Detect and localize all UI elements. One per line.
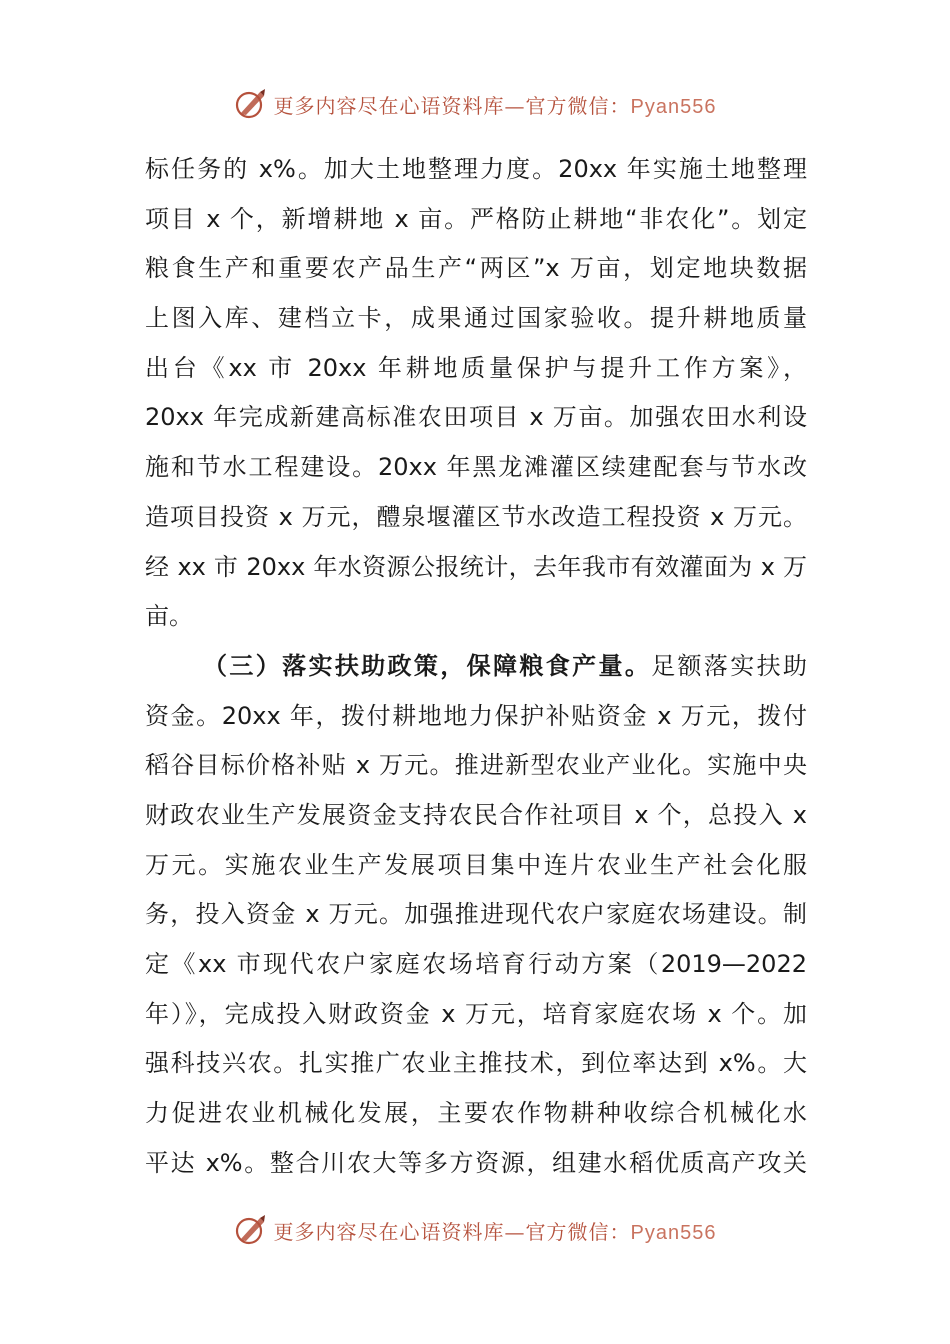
body-line: 财政农业生产发展资金支持农民合作社项目 x 个，总投入 x	[145, 800, 807, 829]
header-wechat-id: Pyan556	[630, 95, 717, 118]
body-line: 资金。20xx 年，拨付耕地地力保护补贴资金 x 万元，拨付	[145, 701, 807, 730]
body-line: 平达 x%。整合川农大等多方资源，组建水稻优质高产攻关	[145, 1148, 807, 1177]
footer-banner-text: 更多内容尽在心语资料库—官方微信：Pyan556	[273, 1219, 717, 1244]
body-line: 强科技兴农。扎实推广农业主推技术，到位率达到 x%。大	[145, 1049, 807, 1078]
section-3-first-rest: 足额落实扶助	[651, 651, 808, 680]
section-3-heading: （三）落实扶助政策，保障粮食产量。	[203, 651, 652, 680]
body-line: 万元。实施农业生产发展项目集中连片农业生产社会化服	[145, 850, 807, 879]
header-watermark-banner	[0, 84, 950, 124]
document-body	[145, 145, 807, 1188]
body-line: 出台《xx 市 20xx 年耕地质量保护与提升工作方案》，	[145, 353, 807, 382]
body-line: 施和节水工程建设。20xx 年黑龙滩灌区续建配套与节水改	[145, 453, 807, 482]
body-line: 粮食生产和重要农产品生产“两区”x 万亩，划定地块数据	[145, 254, 807, 283]
body-line: 亩。	[145, 602, 193, 631]
body-line: 定《xx 市现代农户家庭农场培育行动方案（2019—2022	[145, 950, 807, 978]
quill-pen-logo-icon	[234, 87, 268, 121]
header-banner-text: 更多内容尽在心语资料库—官方微信：Pyan556	[273, 93, 717, 118]
body-line: 20xx 年完成新建高标准农田项目 x 万亩。加强农田水利设	[145, 403, 807, 432]
body-line: 项目 x 个，新增耕地 x 亩。严格防止耕地“非农化”。划定	[145, 204, 807, 233]
body-line: 力促进农业机械化发展，主要农作物耕种收综合机械化水	[145, 1099, 807, 1128]
body-line: 上图入库、建档立卡，成果通过国家验收。提升耕地质量	[145, 304, 807, 333]
body-line: 年）》，完成投入财政资金 x 万元，培育家庭农场 x 个。加	[145, 999, 807, 1028]
section-3-first-line	[145, 642, 807, 692]
body-line: 经 xx 市 20xx 年水资源公报统计，去年我市有效灌面为 x 万	[145, 552, 807, 581]
body-line: 标任务的 x%。加大土地整理力度。20xx 年实施土地整理	[145, 155, 807, 183]
quill-pen-logo-icon	[234, 1213, 268, 1247]
body-line: 务，投入资金 x 万元。加强推进现代农户家庭农场建设。制	[145, 900, 807, 929]
footer-wechat-id: Pyan556	[630, 1221, 717, 1244]
body-line: 造项目投资 x 万元，醴泉堰灌区节水改造工程投资 x 万元。	[145, 502, 807, 531]
body-line: 稻谷目标价格补贴 x 万元。推进新型农业产业化。实施中央	[145, 751, 807, 780]
footer-watermark-banner	[0, 1210, 950, 1250]
